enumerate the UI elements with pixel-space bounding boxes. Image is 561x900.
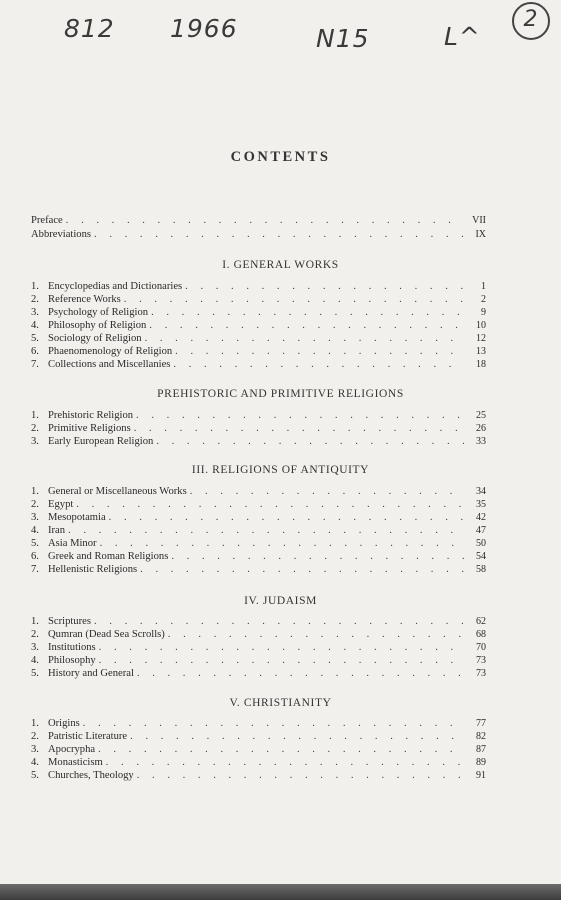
entry-page: 87 <box>476 744 486 755</box>
entry-number: 5. <box>31 770 39 781</box>
entry-number: 7. <box>31 564 39 575</box>
entry-page: 47 <box>476 525 486 536</box>
handwritten-note-3: N15 <box>316 24 370 53</box>
entry-number: 4. <box>31 655 39 666</box>
dot-leader <box>168 628 464 641</box>
entry-label: Hellenistic Religions <box>48 564 138 575</box>
handwritten-note-1: 812 <box>64 14 115 43</box>
dot-leader <box>99 654 464 667</box>
entry-label: Prehistoric Religion <box>48 410 134 421</box>
toc-entry <box>31 730 486 743</box>
dot-leader <box>145 332 464 345</box>
dot-leader <box>124 293 464 306</box>
entry-page: 91 <box>476 770 486 781</box>
toc-entry <box>31 214 486 227</box>
entry-page: 25 <box>476 410 486 421</box>
toc-entry <box>31 654 486 667</box>
dot-leader <box>66 214 464 227</box>
entry-label: Reference Works <box>48 294 121 305</box>
toc-entry <box>31 422 486 435</box>
toc-entry <box>31 358 486 371</box>
section-heading: PREHISTORIC AND PRIMITIVE RELIGIONS <box>157 388 404 400</box>
toc-entry <box>31 485 486 498</box>
entry-number: 5. <box>31 538 39 549</box>
entry-page: 89 <box>476 757 486 768</box>
toc-entry <box>31 641 486 654</box>
dot-leader <box>137 667 464 680</box>
dot-leader <box>106 756 464 769</box>
dot-leader <box>173 358 464 371</box>
entry-page: 58 <box>476 564 486 575</box>
entry-label: Early European Religion <box>48 436 154 447</box>
entry-number: 2. <box>31 629 39 640</box>
entry-number: 3. <box>31 436 39 447</box>
entry-page: 9 <box>481 307 486 318</box>
entry-label: Apocrypha <box>48 744 96 755</box>
dot-leader <box>68 524 464 537</box>
toc-entry <box>31 769 486 782</box>
dot-leader <box>83 717 464 730</box>
toc-entry <box>31 280 486 293</box>
entry-page: 70 <box>476 642 486 653</box>
entry-number: 2. <box>31 423 39 434</box>
dot-leader <box>94 228 464 241</box>
toc-entry <box>31 524 486 537</box>
entry-label: Collections and Miscellanies <box>48 359 171 370</box>
entry-number: 4. <box>31 757 39 768</box>
toc-entry <box>31 756 486 769</box>
entry-label: Patristic Literature <box>48 731 128 742</box>
entry-page: 68 <box>476 629 486 640</box>
entry-page: 34 <box>476 486 486 497</box>
entry-label: History and General <box>48 668 134 679</box>
dot-leader <box>171 550 464 563</box>
entry-label: Encyclopedias and Dictionaries <box>48 281 183 292</box>
dot-leader <box>109 511 464 524</box>
toc-entry <box>31 409 486 422</box>
entry-label: Iran <box>48 525 66 536</box>
section-heading: V. CHRISTIANITY <box>229 697 332 709</box>
entry-number: 2. <box>31 499 39 510</box>
dot-leader <box>94 615 464 628</box>
dot-leader <box>190 485 464 498</box>
toc-entry <box>31 319 486 332</box>
toc-entry <box>31 435 486 448</box>
entry-page: 77 <box>476 718 486 729</box>
toc-entry <box>31 306 486 319</box>
entry-number: 3. <box>31 642 39 653</box>
entry-number: 4. <box>31 525 39 536</box>
dot-leader <box>98 743 464 756</box>
page-title: CONTENTS <box>230 149 331 165</box>
toc-entry <box>31 717 486 730</box>
scan-edge <box>0 884 561 900</box>
entry-number: 1. <box>31 718 39 729</box>
entry-label: Origins <box>48 718 80 729</box>
dot-leader <box>136 409 464 422</box>
entry-number: 6. <box>31 551 39 562</box>
dot-leader <box>149 319 464 332</box>
section-heading: III. RELIGIONS OF ANTIQUITY <box>191 464 370 476</box>
entry-label: Scriptures <box>48 616 91 627</box>
entry-label: Abbreviations <box>31 229 92 240</box>
entry-label: Phaenomenology of Religion <box>48 346 173 357</box>
entry-page: 13 <box>476 346 486 357</box>
handwritten-circled-number: 2 <box>512 2 550 40</box>
dot-leader <box>185 280 464 293</box>
toc-entry <box>31 498 486 511</box>
entry-number: 1. <box>31 281 39 292</box>
entry-page: 33 <box>476 436 486 447</box>
entry-number: 7. <box>31 359 39 370</box>
entry-page: 10 <box>476 320 486 331</box>
entry-label: Psychology of Religion <box>48 307 149 318</box>
entry-number: 4. <box>31 320 39 331</box>
dot-leader <box>175 345 464 358</box>
section-heading: I. GENERAL WORKS <box>222 259 339 271</box>
entry-page: IX <box>475 229 486 240</box>
entry-number: 3. <box>31 744 39 755</box>
entry-number: 1. <box>31 410 39 421</box>
entry-number: 5. <box>31 333 39 344</box>
entry-label: Asia Minor <box>48 538 97 549</box>
entry-label: Qumran (Dead Sea Scrolls) <box>48 629 165 640</box>
entry-page: 26 <box>476 423 486 434</box>
toc-entry <box>31 511 486 524</box>
entry-number: 3. <box>31 512 39 523</box>
section-heading: IV. JUDAISM <box>244 595 317 607</box>
toc-entry <box>31 345 486 358</box>
entry-label: Preface <box>31 215 63 226</box>
entry-page: 73 <box>476 668 486 679</box>
toc-entry <box>31 537 486 550</box>
dot-leader <box>140 563 464 576</box>
entry-page: 35 <box>476 499 486 510</box>
entry-page: VII <box>472 215 486 226</box>
entry-label: Philosophy of Religion <box>48 320 147 331</box>
entry-page: 62 <box>476 616 486 627</box>
dot-leader <box>130 730 464 743</box>
entry-label: Institutions <box>48 642 96 653</box>
toc-entry <box>31 293 486 306</box>
entry-label: Mesopotamia <box>48 512 106 523</box>
entry-number: 1. <box>31 616 39 627</box>
dot-leader <box>76 498 464 511</box>
entry-number: 6. <box>31 346 39 357</box>
toc-entry <box>31 550 486 563</box>
toc-entry <box>31 563 486 576</box>
entry-page: 12 <box>476 333 486 344</box>
entry-label: Egypt <box>48 499 74 510</box>
toc-entry <box>31 667 486 680</box>
entry-label: Greek and Roman Religions <box>48 551 169 562</box>
toc-entry <box>31 628 486 641</box>
entry-page: 42 <box>476 512 486 523</box>
dot-leader <box>151 306 464 319</box>
entry-number: 5. <box>31 668 39 679</box>
entry-page: 2 <box>481 294 486 305</box>
entry-label: Philosophy <box>48 655 96 666</box>
dot-leader <box>137 769 464 782</box>
entry-page: 54 <box>476 551 486 562</box>
entry-page: 82 <box>476 731 486 742</box>
handwritten-note-2: 1966 <box>170 14 238 43</box>
entry-number: 3. <box>31 307 39 318</box>
dot-leader <box>100 537 464 550</box>
entry-number: 1. <box>31 486 39 497</box>
dot-leader <box>99 641 464 654</box>
entry-label: Sociology of Religion <box>48 333 142 344</box>
entry-label: General or Miscellaneous Works <box>48 486 187 497</box>
handwritten-note-4: L^ <box>444 22 481 51</box>
toc-entry <box>31 743 486 756</box>
entry-page: 1 <box>481 281 486 292</box>
entry-label: Churches, Theology <box>48 770 134 781</box>
entry-page: 50 <box>476 538 486 549</box>
entry-page: 73 <box>476 655 486 666</box>
entry-page: 18 <box>476 359 486 370</box>
dot-leader <box>156 435 464 448</box>
toc-entry <box>31 615 486 628</box>
dot-leader <box>134 422 464 435</box>
toc-entry <box>31 228 486 241</box>
entry-label: Primitive Religions <box>48 423 131 434</box>
entry-number: 2. <box>31 731 39 742</box>
entry-label: Monasticism <box>48 757 103 768</box>
toc-entry <box>31 332 486 345</box>
entry-number: 2. <box>31 294 39 305</box>
